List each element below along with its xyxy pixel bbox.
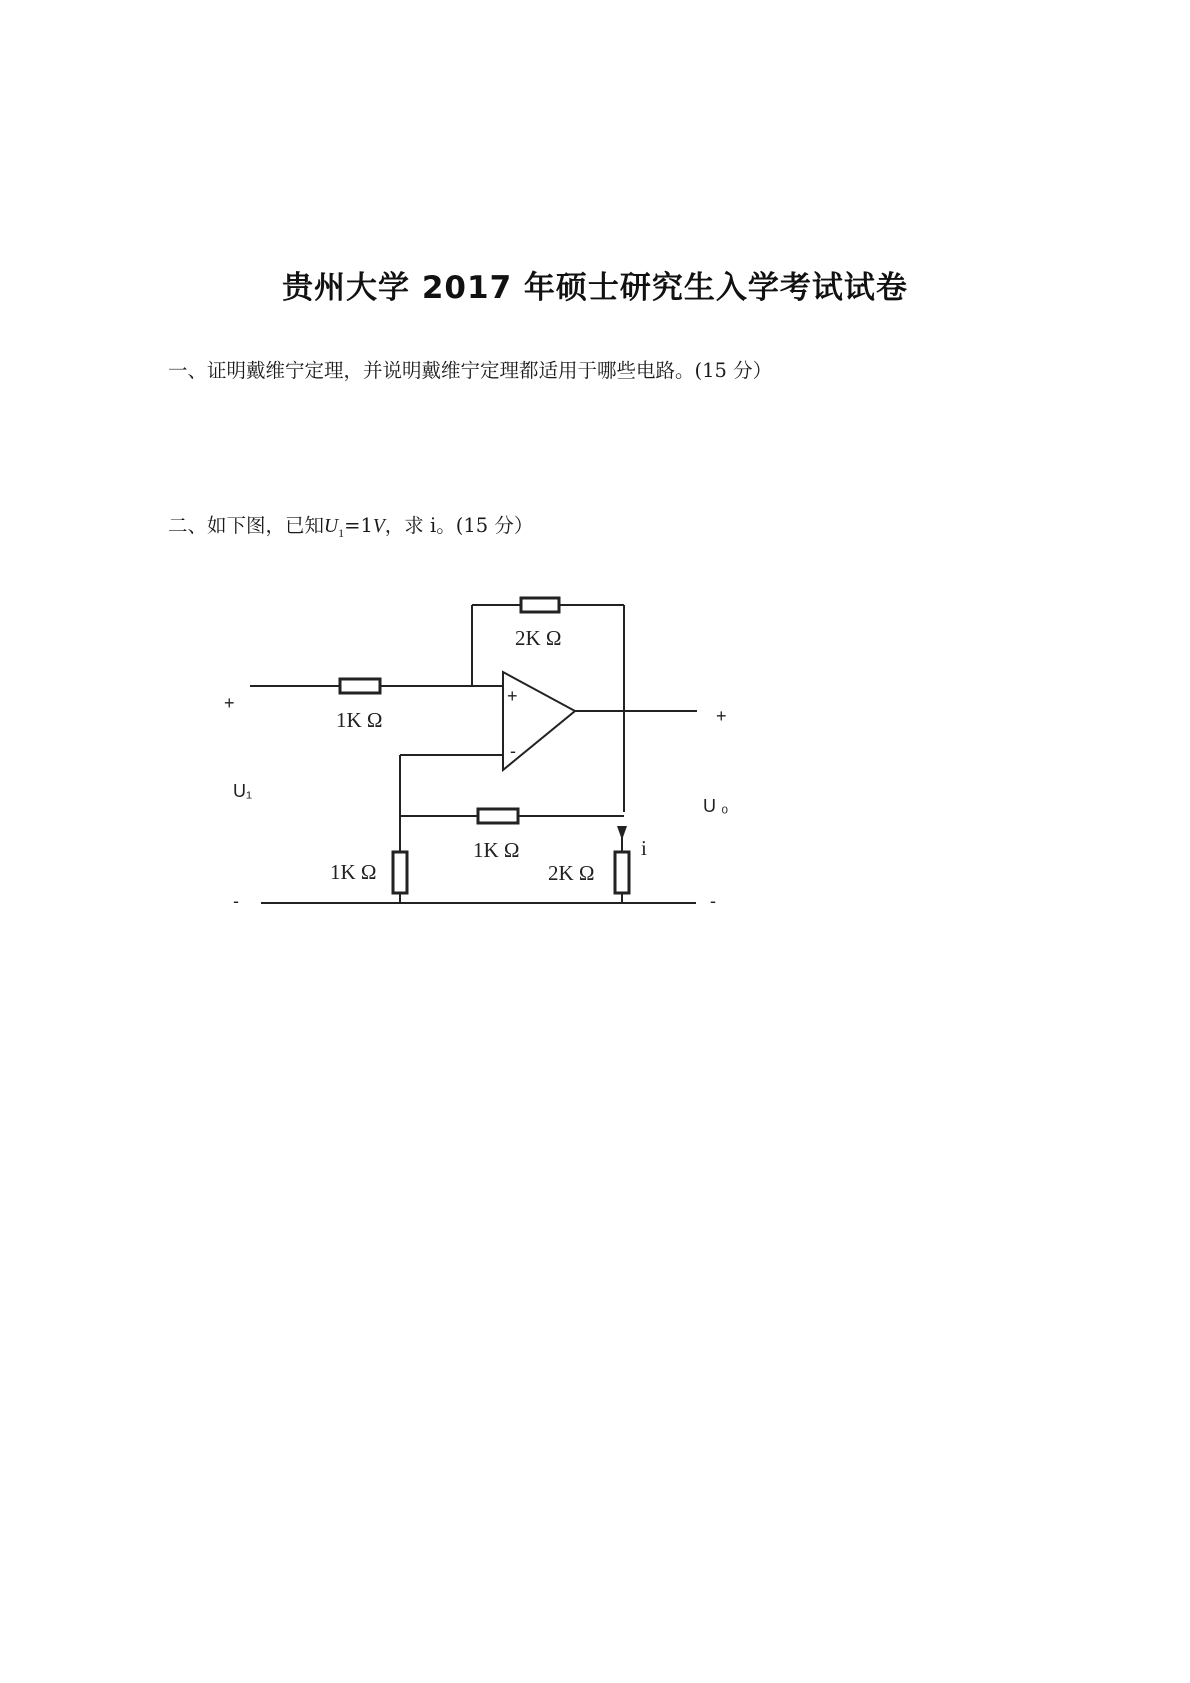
exam-title: 贵州大学 2017 年硕士研究生入学考试试卷 — [282, 270, 908, 306]
unit-v: V — [372, 516, 385, 537]
opamp-minus-sign: - — [510, 741, 516, 761]
feedback-resistor-label: 2K Ω — [515, 626, 562, 650]
current-label: i — [641, 836, 647, 860]
output-voltage-label: U ₀ — [703, 796, 729, 816]
input-resistor — [340, 679, 380, 693]
question-2-prefix: 二、如下图，已知 — [168, 514, 325, 537]
question-2-suffix: ，求 i。(15 分） — [384, 514, 534, 537]
question-1: 一、证明戴维宁定理，并说明戴维宁定理都适用于哪些电路。(15 分） — [168, 359, 773, 382]
load-resistor — [615, 852, 629, 893]
left-ground-resistor — [393, 852, 407, 893]
input-minus-terminal: - — [233, 891, 239, 911]
current-arrow-icon — [617, 826, 627, 840]
middle-resistor-label: 1K Ω — [473, 838, 520, 862]
left-ground-resistor-label: 1K Ω — [330, 860, 377, 884]
feedback-resistor — [521, 598, 559, 612]
middle-resistor — [478, 809, 518, 823]
output-plus-terminal: + — [716, 706, 727, 726]
input-voltage-label: U₁ — [233, 781, 253, 801]
output-minus-terminal: - — [710, 891, 716, 911]
input-resistor-label: 1K Ω — [336, 708, 383, 732]
variable-u: U1 — [324, 516, 345, 540]
opamp-plus-sign: + — [507, 686, 518, 706]
load-resistor-label: 2K Ω — [548, 861, 595, 885]
question-2-equals: =1 — [344, 514, 373, 537]
input-plus-terminal: + — [224, 693, 235, 713]
